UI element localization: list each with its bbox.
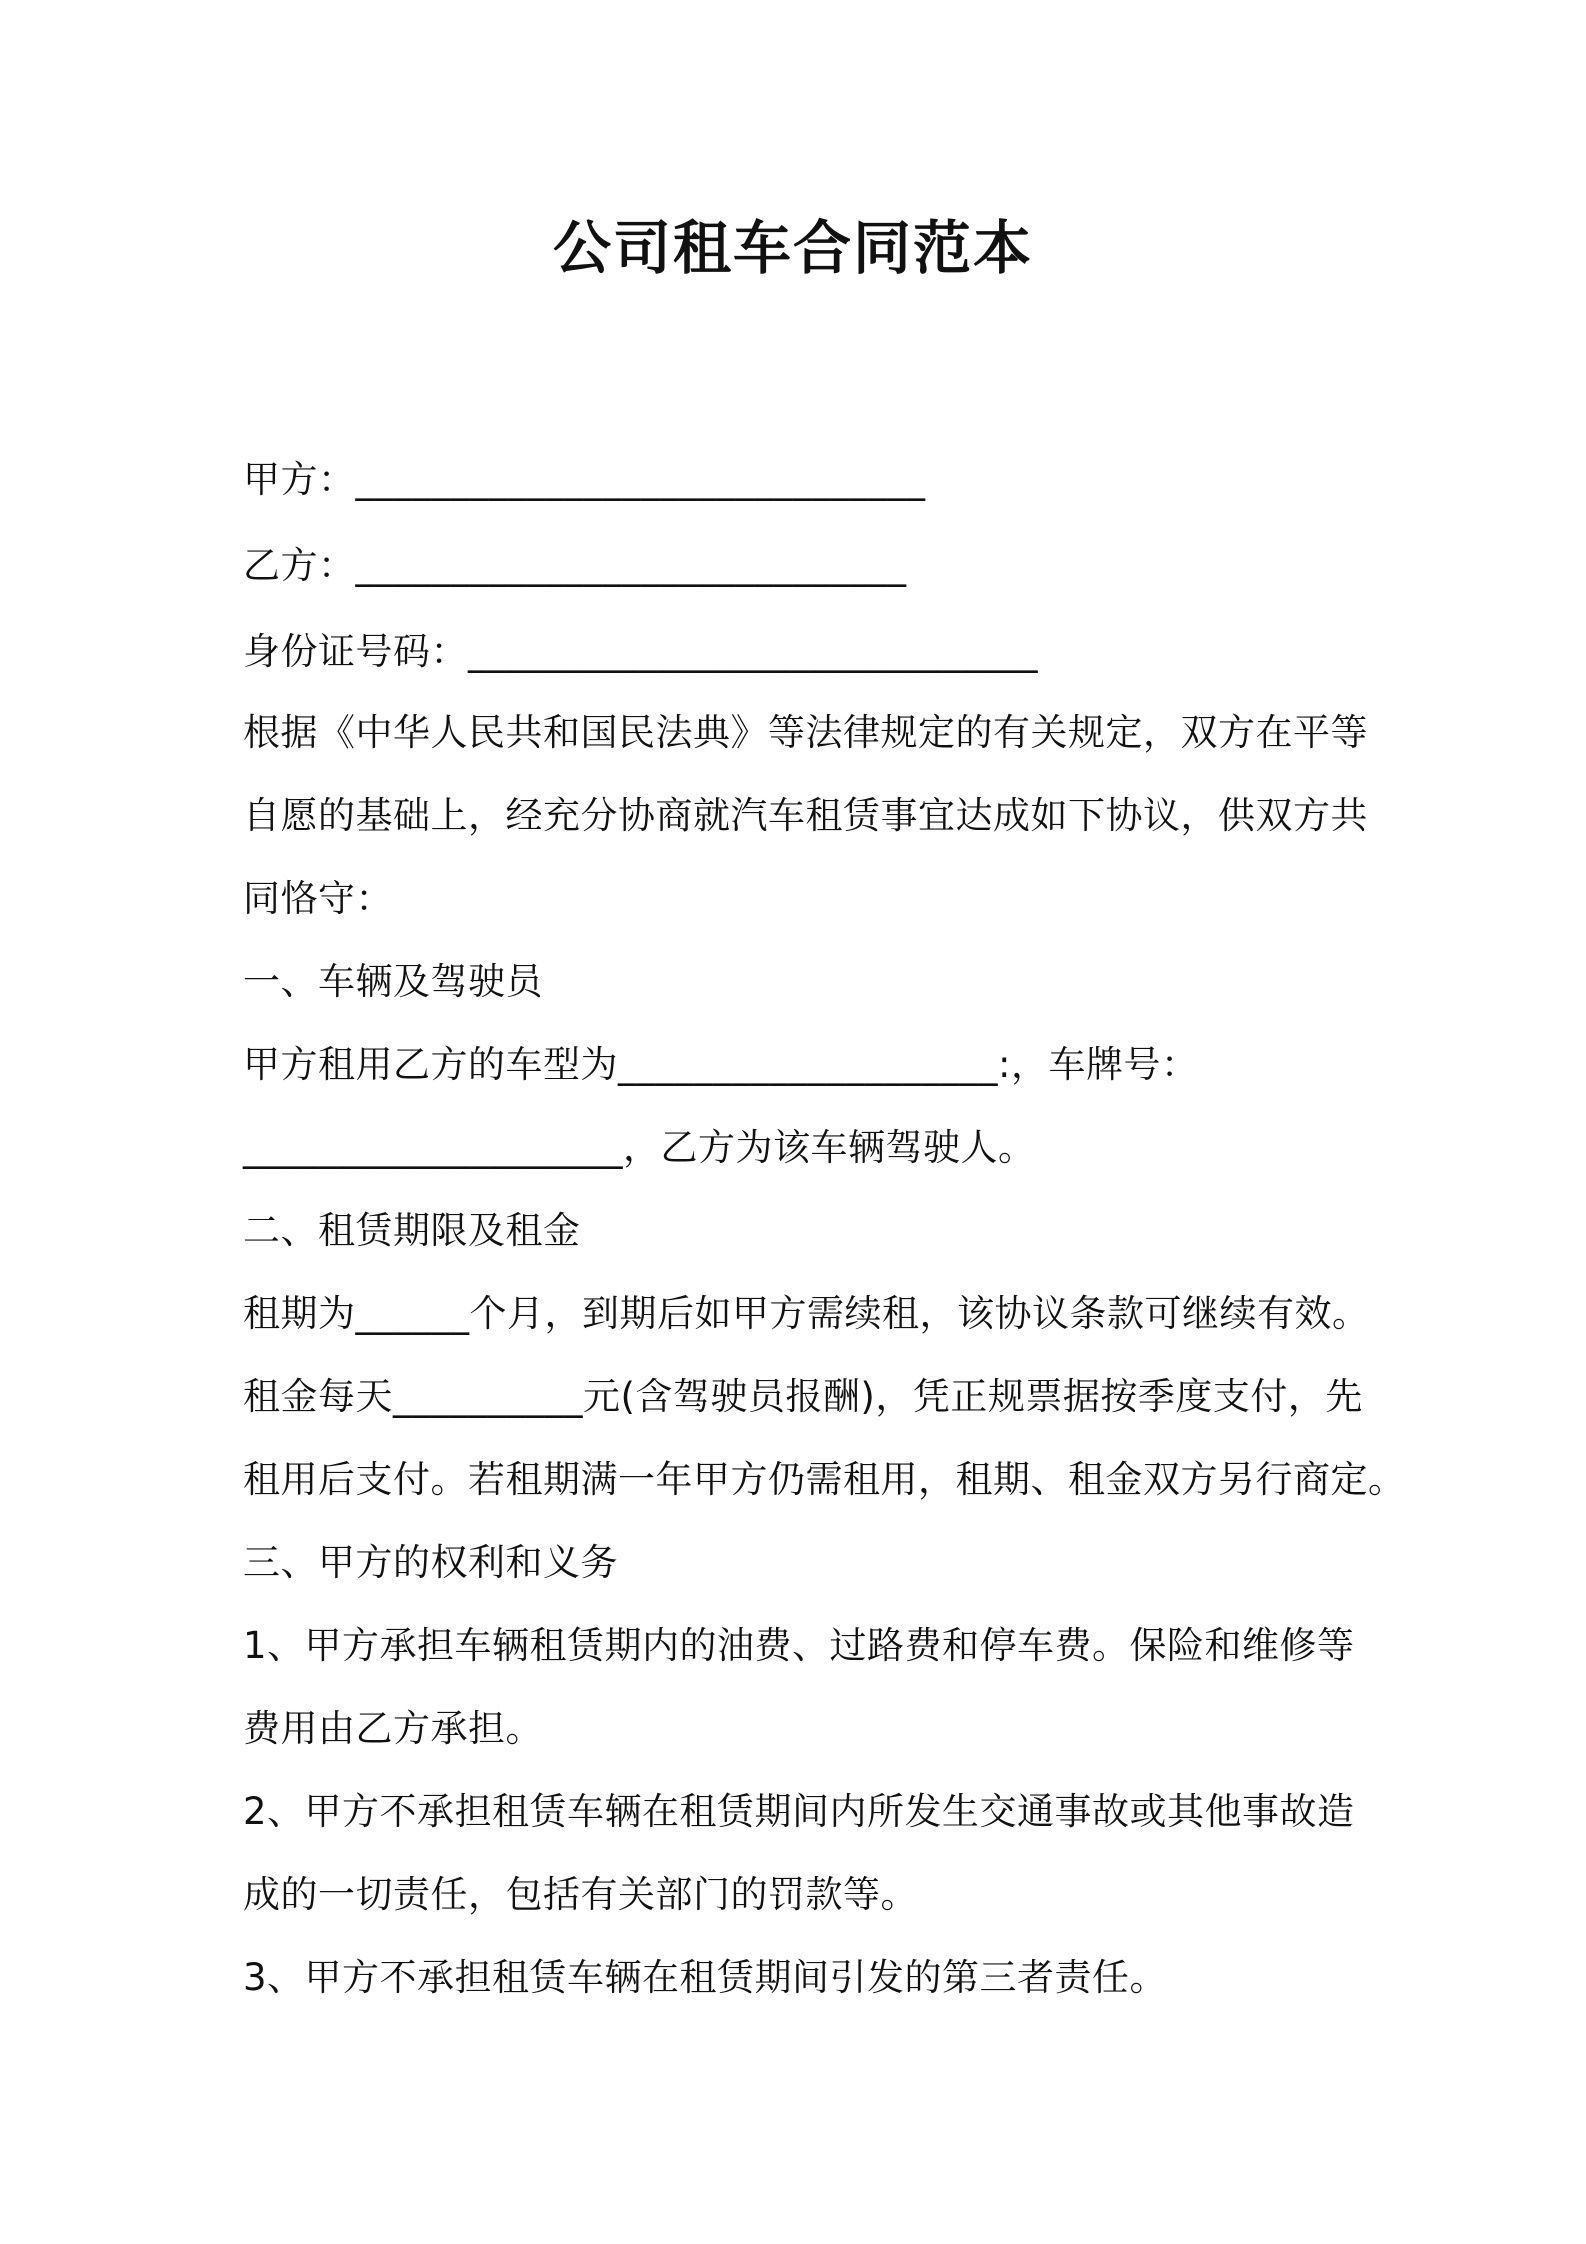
section-2-line-2: 租金每天__________元(含驾驶员报酬)，凭正规票据按季度支付，先 bbox=[243, 1375, 1363, 1418]
section-2-line-1: 租期为______个月，到期后如甲方需续租，该协议条款可继续有效。 bbox=[243, 1292, 1370, 1335]
preamble-line-1: 根据《中华人民共和国民法典》等法律规定的有关规定，双方在平等 bbox=[243, 711, 1368, 754]
preamble-line-3: 同恪守： bbox=[243, 877, 393, 920]
section-1-heading: 一、车辆及驾驶员 bbox=[243, 960, 543, 1003]
clause-2-line-2: 成的一切责任，包括有关部门的罚款等。 bbox=[243, 1873, 918, 1916]
clause-2-line-1: 2、甲方不承担租赁车辆在租赁期间内所发生交通事故或其他事故造 bbox=[243, 1790, 1355, 1833]
clause-3-line-1: 3、甲方不承担租赁车辆在租赁期间引发的第三者责任。 bbox=[243, 1956, 1168, 1999]
section-1-line-2: ____________________，乙方为该车辆驾驶人。 bbox=[243, 1126, 1036, 1169]
preamble-line-2: 自愿的基础上，经充分协商就汽车租赁事宜达成如下协议，供双方共 bbox=[243, 794, 1368, 837]
section-1-line-1: 甲方租用乙方的车型为____________________:，车牌号： bbox=[243, 1043, 1199, 1086]
id-number-line: 身份证号码：______________________________ bbox=[243, 630, 1038, 673]
section-2-line-3: 租用后支付。若租期满一年甲方仍需租用，租期、租金双方另行商定。 bbox=[243, 1458, 1406, 1501]
party-b-line: 乙方：_____________________________ bbox=[243, 544, 907, 587]
clause-1-line-2: 费用由乙方承担。 bbox=[243, 1707, 543, 1750]
party-a-line: 甲方：______________________________ bbox=[243, 458, 926, 501]
section-3-heading: 三、甲方的权利和义务 bbox=[243, 1541, 618, 1584]
section-2-heading: 二、租赁期限及租金 bbox=[243, 1209, 581, 1252]
document-title: 公司租车合同范本 bbox=[552, 214, 1033, 282]
clause-1-line-1: 1、甲方承担车辆租赁期内的油费、过路费和停车费。保险和维修等 bbox=[243, 1624, 1355, 1667]
